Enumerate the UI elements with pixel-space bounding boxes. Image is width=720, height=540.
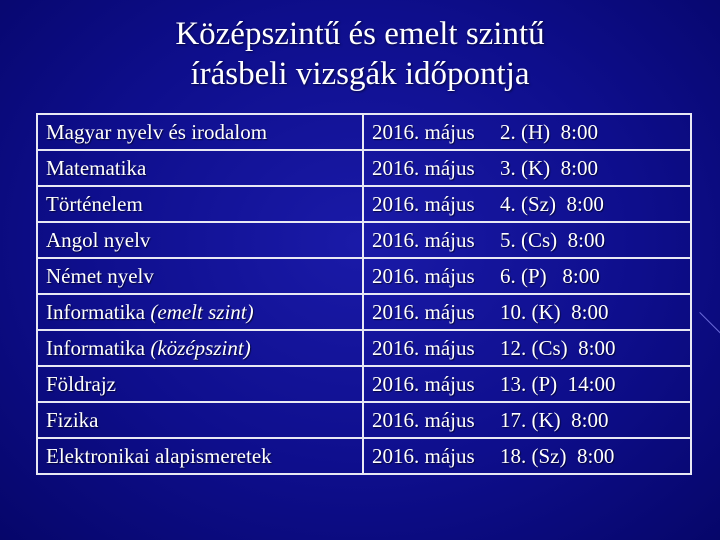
exam-date: 2016. május — [372, 371, 475, 396]
date-cell — [363, 258, 691, 294]
subject-cell — [37, 402, 363, 438]
exam-date: 2016. május — [372, 191, 475, 216]
exam-day-time: 13. (P) 14:00 — [500, 371, 616, 396]
date-cell — [363, 186, 691, 222]
subject-cell — [37, 114, 363, 150]
title-line-1: Középszintű és emelt szintű — [175, 16, 545, 52]
page-title — [0, 14, 720, 94]
subject-name: Angol nyelv — [46, 227, 151, 252]
exam-day-time: 18. (Sz) 8:00 — [500, 443, 615, 468]
subject-cell — [37, 366, 363, 402]
exam-day-time: 2. (H) 8:00 — [500, 119, 598, 144]
exam-date: 2016. május — [372, 119, 475, 144]
subject-level-note: (emelt szint) — [150, 299, 254, 324]
exam-day-time: 17. (K) 8:00 — [500, 407, 609, 432]
subject-cell — [37, 222, 363, 258]
table-row — [37, 114, 691, 150]
subject-name: Matematika — [46, 155, 147, 180]
date-cell — [363, 150, 691, 186]
table-row — [37, 402, 691, 438]
table-row — [37, 150, 691, 186]
date-cell — [363, 330, 691, 366]
table-row — [37, 438, 691, 474]
table-row — [37, 222, 691, 258]
exam-date: 2016. május — [372, 155, 475, 180]
table-row — [37, 330, 691, 366]
exam-day-time: 12. (Cs) 8:00 — [500, 335, 616, 360]
exam-day-time: 10. (K) 8:00 — [500, 299, 609, 324]
exam-date: 2016. május — [372, 335, 475, 360]
subject-name: Informatika — [46, 335, 146, 360]
subject-cell — [37, 150, 363, 186]
subject-name: Földrajz — [46, 371, 116, 396]
exam-date: 2016. május — [372, 227, 475, 252]
exam-date: 2016. május — [372, 299, 475, 324]
date-cell — [363, 438, 691, 474]
subject-name: Elektronikai alapismeretek — [46, 443, 272, 468]
subject-cell — [37, 330, 363, 366]
date-cell — [363, 402, 691, 438]
exam-day-time: 5. (Cs) 8:00 — [500, 227, 605, 252]
date-cell — [363, 222, 691, 258]
date-cell — [363, 294, 691, 330]
subject-name: Történelem — [46, 191, 143, 216]
subject-cell — [37, 258, 363, 294]
date-cell — [363, 114, 691, 150]
exam-schedule-table — [36, 113, 692, 475]
subject-name: Informatika — [46, 299, 146, 324]
subject-name: Magyar nyelv és irodalom — [46, 119, 268, 144]
table-row — [37, 294, 691, 330]
exam-date: 2016. május — [372, 263, 475, 288]
exam-day-time: 4. (Sz) 8:00 — [500, 191, 604, 216]
exam-day-time: 3. (K) 8:00 — [500, 155, 598, 180]
subject-name: Fizika — [46, 407, 99, 432]
exam-date: 2016. május — [372, 407, 475, 432]
subject-cell — [37, 294, 363, 330]
exam-day-time: 6. (P) 8:00 — [500, 263, 600, 288]
table-row — [37, 258, 691, 294]
subject-cell — [37, 186, 363, 222]
exam-date: 2016. május — [372, 443, 475, 468]
subject-level-note: (középszint) — [150, 335, 251, 360]
table-row — [37, 366, 691, 402]
date-cell — [363, 366, 691, 402]
decorative-line — [699, 312, 720, 341]
subject-cell — [37, 438, 363, 474]
subject-name: Német nyelv — [46, 263, 154, 288]
table-row — [37, 186, 691, 222]
title-line-2: írásbeli vizsgák időpontja — [190, 56, 530, 92]
